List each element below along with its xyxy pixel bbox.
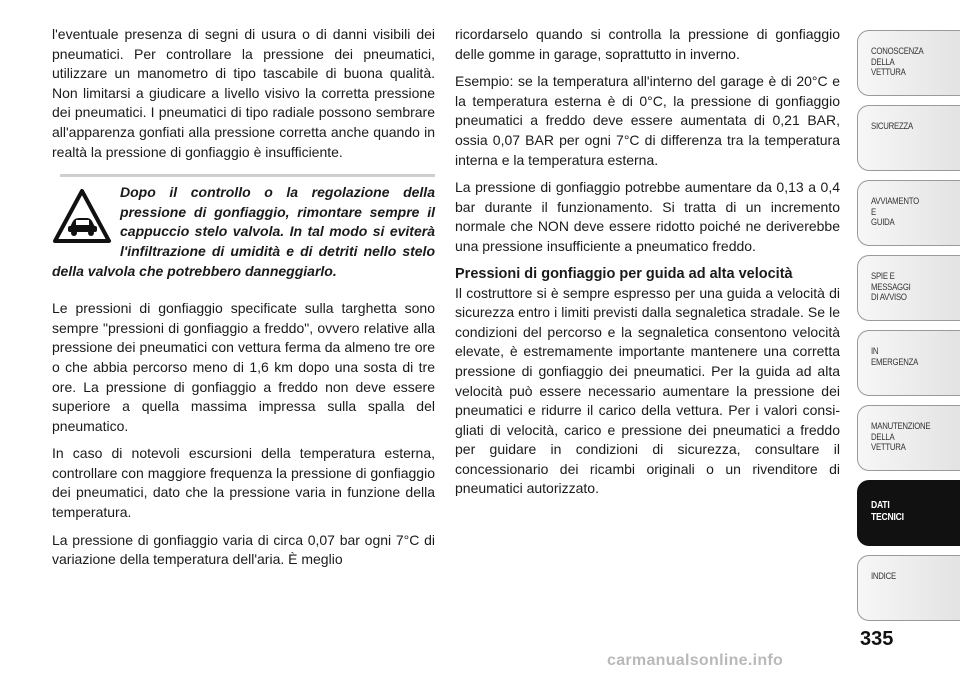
- tab-indice[interactable]: [857, 555, 960, 621]
- paragraph-operating-increase: La pressione di gonfiaggio potrebbe aumentare da 0,13 a 0,4 bar durante il funzionamento. Si tratta di un incremento normale che NON deve essere ridotto poiché ne deriverebbe una pressione insufficiente a pneumatico freddo.: [455, 179, 840, 254]
- tab-label: SPIE E MESSAGGI DI AVVISO: [871, 271, 911, 303]
- paragraph-temperature-variation: In caso di notevoli escursioni della temperatura esterna, controllare con maggiore frequenza la pressione di gonfiaggio dei pneumatici, dato che la pressione varia in funzione della temperatura.: [52, 445, 435, 521]
- paragraph-pressure-change: La pressione di gonfiaggio varia di circa 0,07 bar ogni 7°C di variazione della temperatura dell'aria. È meglio: [52, 531, 435, 568]
- left-column: [52, 25, 435, 578]
- paragraph-high-speed: Il costruttore si è sempre espresso per una guida a velocità di sicurezza entro i limiti previsti dalla segnaletica stradale. Se le condizioni del percorso e la segnaletica consentono velocità elevate, è estremamente importante mantenere una corretta pressione di gonfiaggio dei pneumatici. Per la guida ad alta velocità può essere necessario aumentare la pressione dei pneumatici e ridurre il carico della vettura. Per i valori consigliati di velocità, carico e pressione dei pneumatici a freddo per guidare in condizioni di sicurezza, consultare il concessionario dei ricambi originali o un rivenditore di pneumatici autorizzato.: [455, 284, 840, 497]
- paragraph-example: Esempio: se la temperatura all'interno del garage è di 20°C e la temperatura esterna è di 0°C, la pressione di gonfiaggio pneumatici a freddo deve essere aumentata di 0,21 BAR, ossia 0,07 BAR per ogni 7°C di differenza tra la temperatura interna e la temperatura esterna.: [455, 73, 840, 168]
- paragraph-tire-wear: l'eventuale presenza di segni di usura o di danni visibili dei pneumatici. Per controllare la pressione dei pneumatici, utilizzare un manometro di tipo tascabile di buona qualità. Non limitarsi a giudicare a livello visivo la corretta pressione dei pneumatici. I pneumatici di tipo radiale possono sembrare all'apparenza gonfiati alla pressione corretta anche quando in realtà la pressione di gonfiaggio è insufficiente.: [52, 26, 435, 160]
- warning-box: [52, 174, 435, 281]
- tab-dati-tecnici[interactable]: [857, 480, 960, 546]
- warning-text: Dopo il controllo o la regolazione della pressione di gonfiaggio, rimontare sempre il cappuccio stelo valvola. In tal modo si eviterà l'infiltrazione di umidità e di detriti nello stelo della valvola che potrebbero danneggiarlo.: [52, 184, 435, 279]
- watermark: carmanualsonline.info: [607, 652, 784, 669]
- section-heading-high-speed: Pressioni di gonfiaggio per guida ad alta velocità: [455, 265, 793, 282]
- tab-label: IN EMERGENZA: [871, 346, 919, 368]
- tab-label: DATI TECNICI: [871, 499, 904, 523]
- right-column: [455, 25, 840, 507]
- tab-sicurezza[interactable]: [857, 105, 960, 171]
- tab-label: MANUTENZIONE DELLA VETTURA: [871, 421, 931, 453]
- tab-spie-e-messaggi[interactable]: [857, 255, 960, 321]
- paragraph-garage-reminder: ricordarselo quando si controlla la pressione di gonfiaggio delle gomme in garage, soprattutto in inverno.: [455, 26, 840, 62]
- paragraph-cold-pressure: Le pressioni di gonfiaggio specificate sulla targhetta sono sempre "pressioni di gonfiaggio a freddo", ovvero relative alla pressione dei pneumatici con vettura ferma da almeno tre ore o che abbia percorso meno di 1,6 km dopo una sosta di tre ore. La pressione di gonfiaggio a freddo non deve essere superiore a quella massima impressa sulla spalla del pneumatico.: [52, 300, 435, 434]
- tab-label: SICUREZZA: [871, 121, 913, 132]
- tab-in-emergenza[interactable]: [857, 330, 960, 396]
- warning-divider: [60, 174, 435, 177]
- chapter-tabs: [857, 30, 960, 630]
- warning-triangle-icon: [52, 187, 112, 247]
- tab-conoscenza-della-vettura[interactable]: [857, 30, 960, 96]
- tab-label: CONOSCENZA DELLA VETTURA: [871, 46, 924, 78]
- tab-avviamento-e-guida[interactable]: [857, 180, 960, 246]
- tab-manutenzione-della-vettura[interactable]: [857, 405, 960, 471]
- page-number: 335: [860, 628, 894, 650]
- tab-label: AVVIAMENTO E GUIDA: [871, 196, 919, 228]
- tab-label: INDICE: [871, 571, 896, 582]
